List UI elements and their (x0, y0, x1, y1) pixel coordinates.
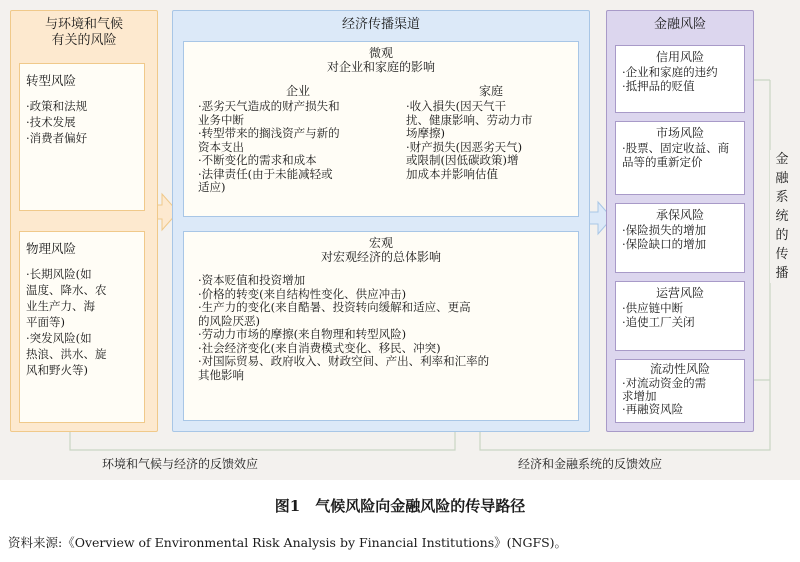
physical-risk-items: ·长期风险(如 温度、降水、农 业生产力、海 平面等) ·突发风险(如 热浪、洪水、旋 风和野火等) (26, 266, 107, 377)
liquidity-risk-title: 流动性风险 (649, 362, 710, 376)
macro-items: ·资本贬值和投资增加 ·价格的转变(来自结构性变化、供应冲击) ·生产力的变化(来自酷暑、投资转向缓解和适应、更高 的风险厌恶) ·劳动力市场的摩擦(来自物理和转型风险) ·社会经济变化(来自消费模式变化、移民、冲突) ·对国际贸易、政府收入、财政空间、产出、利率和汇率的 其他影响 (198, 273, 490, 382)
liquidity-risk-box (615, 359, 745, 423)
credit-risk-box (615, 45, 745, 113)
environment-risk-panel (10, 10, 158, 432)
source-note: 资料来源:《Overview of Environmental Risk Analysis by Financial Institutions》(NGFS)。 (8, 535, 568, 550)
feedback-label-environment: 环境和气候与经济的反馈效应 (101, 457, 258, 471)
household-title: 家庭 (478, 84, 503, 98)
credit-risk-title: 信用风险 (655, 50, 704, 64)
enterprise-title: 企业 (285, 84, 310, 98)
operational-risk-title: 运营风险 (655, 286, 704, 300)
micro-title: 微观 (368, 46, 393, 60)
underwriting-risk-items: ·保险损失的增加 ·保险缺口的增加 (622, 223, 707, 251)
financial-system-propagation-label: 金 融 系 统 的 传 播 (770, 150, 794, 283)
transition-risk-box (19, 63, 145, 211)
household-column (406, 84, 576, 181)
macro-title: 宏观 (368, 236, 393, 250)
feedback-line-left (70, 432, 455, 450)
physical-risk-box (19, 231, 145, 423)
market-risk-items: ·股票、固定收益、商 品等的重新定价 (622, 141, 730, 169)
operational-risk-items: ·供应链中断 ·追使工厂关闭 (622, 301, 695, 329)
enterprise-items: ·恶劣天气造成的财产损失和 业务中断 ·转型带来的搁浅资产与新的 资本支出 ·不断变化的需求和成本 ·法律责任(由于未能减轻或 适应) (198, 99, 340, 194)
figure-caption: 图1 气候风险向金融风险的传导路径 (274, 497, 526, 515)
transition-risk-items: ·政策和法规 ·技术发展 ·消费者偏好 (26, 98, 88, 145)
economic-channel-title: 经济传播渠道 (341, 17, 420, 32)
financial-risk-title: 金融风险 (653, 17, 706, 32)
physical-risk-title: 物理风险 (26, 241, 77, 256)
economic-channel-panel (172, 10, 590, 432)
credit-risk-items: ·企业和家庭的违约 ·抵押品的贬值 (622, 65, 718, 93)
macro-subtitle: 对宏观经济的总体影响 (320, 250, 441, 264)
environment-risk-title: 与环境和气候 有关的风险 (44, 17, 123, 48)
underwriting-risk-title: 承保风险 (655, 208, 704, 222)
macro-box (183, 231, 579, 421)
operational-risk-box (615, 281, 745, 351)
liquidity-risk-items: ·对流动资金的需 求增加 ·再融资风险 (622, 376, 707, 416)
household-items: ·收入損失(因天气干 扰、健康影响、劳动力市 场摩擦) ·财产损失(因恶劣天气) 或限制(因低碳政策)增 加成本并影响估值 (406, 99, 533, 181)
underwriting-risk-box (615, 203, 745, 273)
enterprise-column (198, 84, 398, 195)
micro-subtitle: 对企业和家庭的影响 (326, 60, 435, 74)
financial-risk-panel (606, 10, 754, 432)
feedback-label-financial: 经济和金融系统的反馈效应 (517, 457, 662, 471)
micro-box (183, 41, 579, 217)
transition-risk-title: 转型风险 (26, 73, 77, 88)
market-risk-box (615, 121, 745, 195)
market-risk-title: 市场风险 (655, 126, 704, 140)
